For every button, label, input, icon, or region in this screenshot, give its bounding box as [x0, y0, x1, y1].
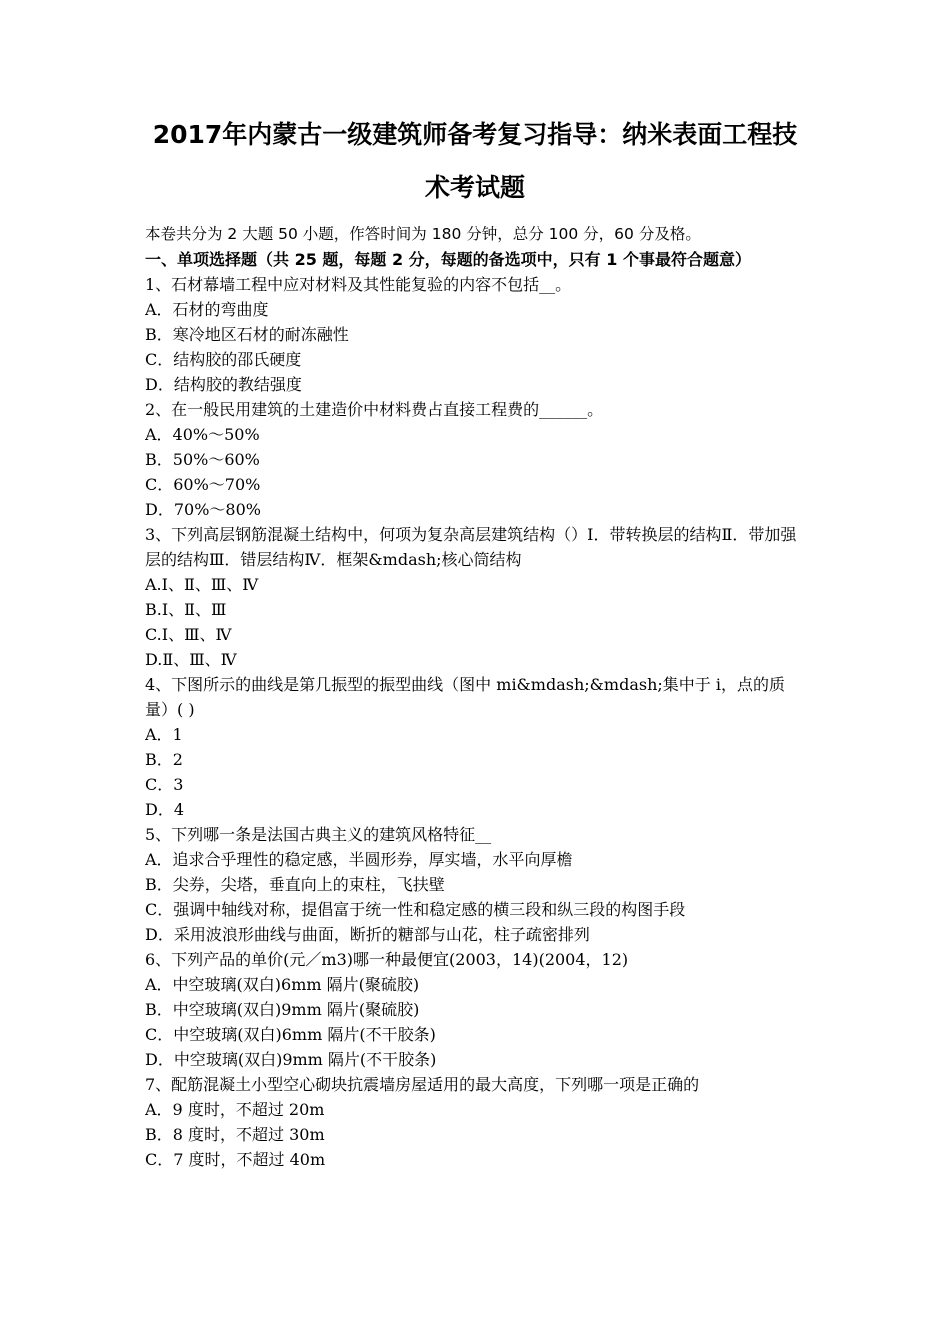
document-title-line-1: 2017年内蒙古一级建筑师备考复习指导：纳米表面工程技	[152, 120, 798, 149]
question-option: D．采用波浪形曲线与曲面，断折的糖部与山花，柱子疏密排列	[145, 925, 590, 944]
question-option: B．寒冷地区石材的耐冻融性	[145, 325, 349, 344]
question-option: C．60%～70%	[145, 475, 261, 494]
question-option: C．3	[145, 775, 184, 794]
question-option: A．石材的弯曲度	[145, 300, 269, 319]
question-7	[145, 1072, 807, 1172]
question-option: A．40%～50%	[145, 425, 260, 444]
question-option: D．4	[145, 800, 185, 819]
question-option: B．2	[145, 750, 183, 769]
question-option: C．强调中轴线对称，提倡富于统一性和稳定感的横三段和纵三段的构图手段	[145, 900, 686, 919]
question-option: D．结构胶的教结强度	[145, 375, 302, 394]
question-option: C．中空玻璃(双白)6mm 隔片(不干胶条)	[145, 1025, 436, 1044]
document-title-line-2: 术考试题	[424, 173, 525, 202]
question-option: A.Ⅰ、Ⅱ、Ⅲ、Ⅳ	[145, 575, 259, 594]
question-3	[145, 522, 807, 672]
question-stem: 6、下列产品的单价(元／m3)哪一种最便宜(2003，14)(2004，12)	[145, 950, 629, 969]
question-stem: 7、配筋混凝土小型空心砌块抗震墙房屋适用的最大高度，下列哪一项是正确的	[145, 1075, 700, 1094]
question-option: B.Ⅰ、Ⅱ、Ⅲ	[145, 600, 227, 619]
question-4	[145, 672, 807, 822]
question-option: A．9 度时，不超过 20m	[145, 1100, 325, 1119]
question-option: C.Ⅰ、Ⅲ、Ⅳ	[145, 625, 232, 644]
question-stem: 1、石材幕墙工程中应对材料及其性能复验的内容不包括__。	[145, 275, 572, 294]
question-option: B．8 度时，不超过 30m	[145, 1125, 325, 1144]
question-stem: 5、下列哪一条是法国古典主义的建筑风格特征__	[145, 825, 492, 844]
document-body	[145, 222, 807, 1172]
question-1	[145, 272, 807, 397]
question-stem: 3、下列高层钢筋混凝土结构中，何项为复杂高层建筑结构（）Ⅰ．带转换层的结构Ⅱ．带加强层的结构Ⅲ．错层结构Ⅳ．框架&mdash;核心筒结构	[145, 525, 797, 569]
question-option: A．中空玻璃(双白)6mm 隔片(聚硫胶)	[145, 975, 420, 994]
question-option: B．50%～60%	[145, 450, 260, 469]
question-5	[145, 822, 807, 947]
question-option: A．1	[145, 725, 183, 744]
question-6	[145, 947, 807, 1072]
question-option: D．中空玻璃(双白)9mm 隔片(不干胶条)	[145, 1050, 437, 1069]
question-option: C．结构胶的邵氏硬度	[145, 350, 302, 369]
question-option: A．追求合乎理性的稳定感，半圆形券，厚实墙，水平向厚檐	[145, 850, 573, 869]
question-option: D.Ⅱ、Ⅲ、Ⅳ	[145, 650, 237, 669]
question-option: B．中空玻璃(双白)9mm 隔片(聚硫胶)	[145, 1000, 420, 1019]
exam-intro: 本卷共分为 2 大题 50 小题，作答时间为 180 分钟，总分 100 分，60 分及格。	[145, 225, 701, 243]
question-stem: 4、下图所示的曲线是第几振型的振型曲线（图中 mi&mdash;&mdash;集中于 i，点的质量）( )	[145, 675, 785, 719]
question-option: D．70%～80%	[145, 500, 261, 519]
question-2	[145, 397, 807, 522]
question-option: C．7 度时，不超过 40m	[145, 1150, 326, 1169]
section-heading: 一、单项选择题（共 25 题，每题 2 分，每题的备选项中，只有 1 个事最符合题意）	[145, 250, 751, 269]
question-option: B．尖券，尖塔，垂直向上的束柱，飞扶壁	[145, 875, 445, 894]
question-stem: 2、在一般民用建筑的土建造价中材料费占直接工程费的______。	[145, 400, 604, 419]
